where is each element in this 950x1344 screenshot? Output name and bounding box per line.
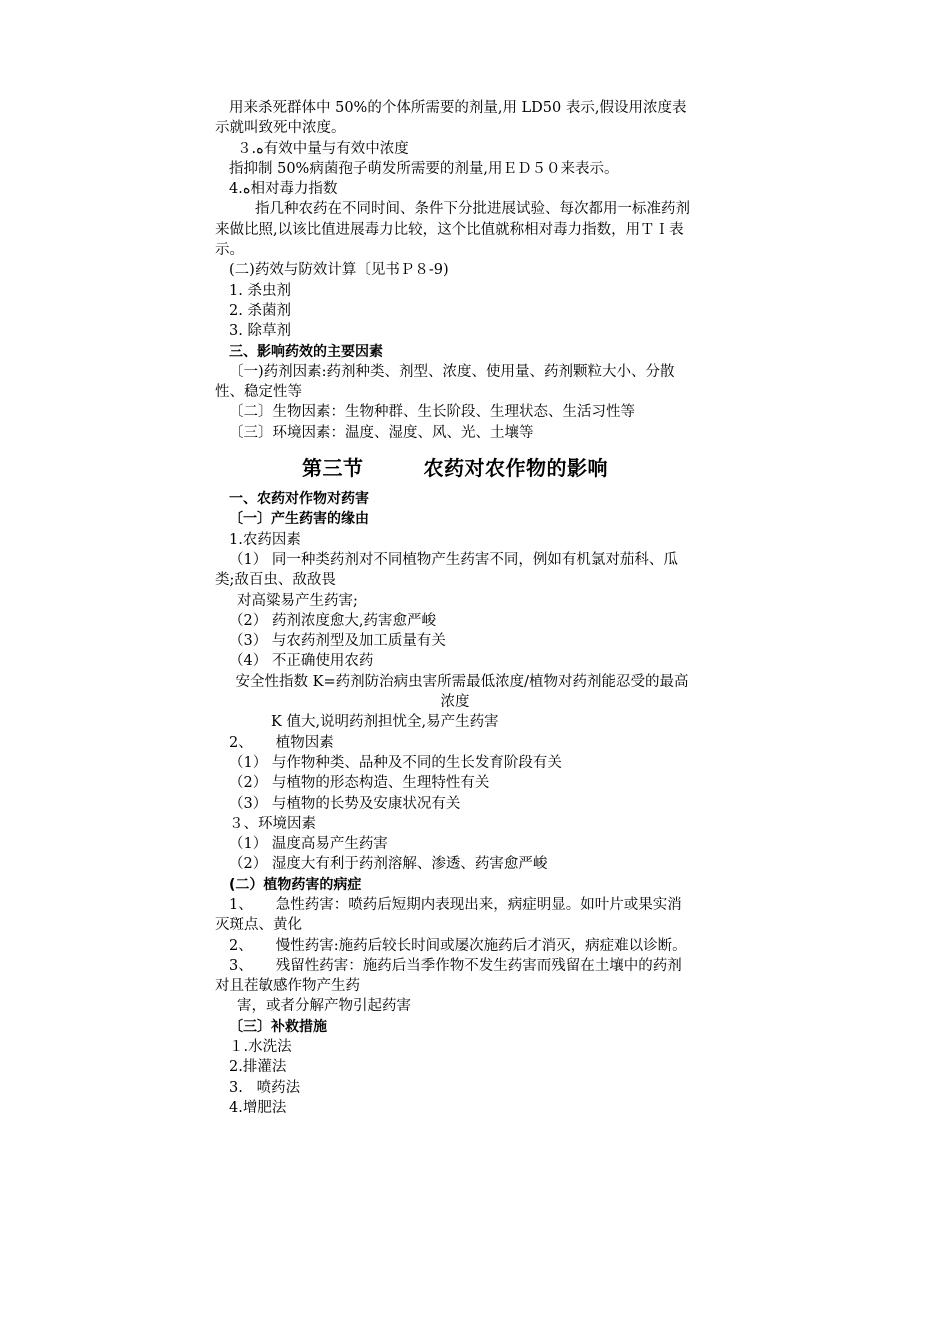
paragraph-residual-injury-cont: 害，或者分解产物引起药害 (237, 998, 411, 1015)
list-item-sorghum-note: 对高粱易产生药害; (237, 592, 358, 609)
list-item-crop-species: （1） 与作物种类、品种及不同的生长发育阶段有关 (229, 754, 562, 771)
heading-pesticide-factors: 1.农药因素 (229, 531, 301, 548)
heading-effective-dose: ３.ﻩ有效中量与有效中浓度 (237, 140, 409, 157)
paragraph-k-value: K 值大,说明药剂担忧全,易产生药害 (271, 714, 499, 731)
paragraph-acute-injury: 1、 急性药害：喷药后短期内表现出来，病症明显。如叶片或果实消灭斑点、黄化 (215, 896, 682, 934)
section-number: 第三节 (302, 456, 364, 481)
section-name: 农药对农作物的影响 (423, 456, 608, 481)
paragraph-ed50-definition: 指抑制 50%病菌孢子萌发所需要的剂量,用ＥＤ５０来表示。 (229, 160, 619, 177)
paragraph-biological-factors: 〔二〕生物因素：生物种群、生长阶段、生理状态、生活习性等 (229, 404, 635, 421)
list-item-plant-morphology: （2） 与植物的形态构造、生理特性有关 (229, 775, 490, 792)
document-page (215, 98, 695, 1118)
paragraph-agent-factors: 〔一)药剂因素:药剂种类、剂型、浓度、使用量、药剂颗粒大小、分散性、稳定性等 (215, 363, 675, 401)
list-item-herbicide: 3. 除草剂 (229, 323, 291, 340)
paragraph-safety-index: 安全性指数 K=药剂防治病虫害所需最低浓度/植物对药剂能忍受的最高浓度 (235, 673, 689, 711)
heading-efficacy-factors: 三、影响药效的主要因素 (229, 343, 383, 360)
list-item-irrigation: 2.排灌法 (229, 1059, 287, 1076)
list-item-fertilizer: 4.增肥法 (229, 1099, 287, 1116)
paragraph-environmental-factors: 〔三〕环境因素：温度、湿度、风、光、土壤等 (229, 424, 534, 441)
list-item-species-difference: （1） 同一种类药剂对不同植物产生药害不同，例如有机氯对茄科、瓜类;敌百虫、敌敌畏 (215, 551, 678, 589)
heading-remedies: 〔三〕补救措施 (229, 1018, 327, 1035)
paragraph-chronic-injury: 2、 慢性药害:施药后较长时间或屡次施药后才消灭，病症难以诊断。 (229, 937, 687, 954)
list-item-improper-use: （4） 不正确使用农药 (229, 653, 374, 670)
list-item-temperature: （1） 温度高易产生药害 (229, 836, 388, 853)
heading-relative-toxicity: 4.ﻩ相对毒力指数 (229, 181, 338, 198)
list-item-insecticide: 1. 杀虫剂 (229, 282, 291, 299)
paragraph-ld50-definition: 用来杀死群体中 50%的个体所需要的剂量,用 LD50 表示,假设用浓度表示就叫致死中浓度。 (215, 100, 687, 137)
list-item-humidity: （2） 湿度大有利于药剂溶解、渗透、药害愈严峻 (229, 856, 548, 873)
heading-injury-symptoms: (二）植物药害的病症 (229, 876, 362, 893)
list-item-formulation: （3） 与农药剂型及加工质量有关 (229, 633, 446, 650)
section-title (215, 453, 695, 483)
list-item-concentration: （2） 药剂浓度愈大,药害愈严峻 (229, 612, 436, 629)
list-item-water-wash: １.水洗法 (229, 1039, 292, 1056)
paragraph-relative-toxicity: 指几种农药在不同时间、条件下分批进展试验、每次都用一标准药剂来做比照,以该比值进展毒力比较，这个比值就称相对毒力指数，用ＴＩ表示。 (215, 201, 690, 259)
list-item-spray: 3. 喷药法 (229, 1079, 301, 1096)
list-item-fungicide: 2. 杀菌剂 (229, 302, 291, 319)
heading-plant-factors: 2、 植物因素 (229, 734, 334, 751)
heading-environment-factors: ３、环境因素 (229, 815, 316, 832)
paragraph-residual-injury: 3、 残留性药害：施药后当季作物不发生药害而残留在土壤中的药剂对且茬敏感作物产生药 (215, 957, 682, 995)
heading-crop-injury: 一、农药对作物对药害 (229, 491, 369, 508)
list-item-plant-health: （3） 与植物的长势及安康状况有关 (229, 795, 461, 812)
heading-injury-causes: 〔一〕产生药害的缘由 (229, 511, 369, 528)
heading-efficacy-calculation: (二)药效与防效计算〔见书Ｐ８-9) (229, 262, 449, 279)
